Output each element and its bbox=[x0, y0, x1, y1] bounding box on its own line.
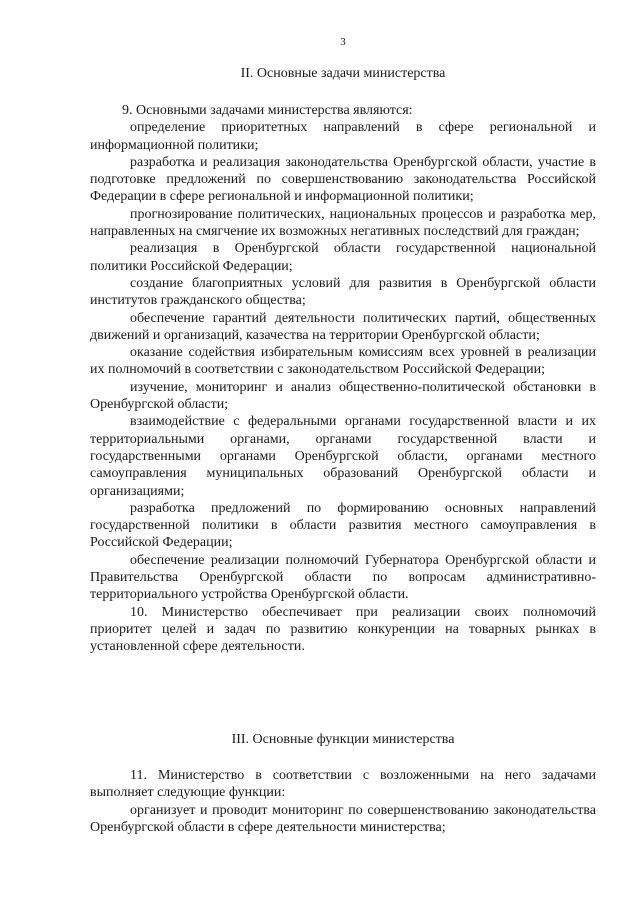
paragraph: прогнозирование политических, национальных процессов и разработка мер, направленных на смягчение их возможных негативных последствий для граждан; bbox=[90, 206, 596, 240]
paragraph: обеспечение гарантий деятельности политических партий, общественных движений и организаций, казачества на территории Оренбургской области; bbox=[90, 310, 596, 343]
paragraph: оказание содействия избирательным комиссиям всех уровней в реализации их полномочий в соответствии с законодательством Российской Федерации; bbox=[90, 345, 596, 378]
paragraph: организует и проводит мониторинг по совершенствованию законодательства Оренбургской области в сфере деятельности министерства; bbox=[90, 802, 596, 835]
paragraph: обеспечение реализации полномочий Губернатора Оренбургской области и Правительства Оренбургской области по вопросам административно-территориального устройства Оренбургской области. bbox=[90, 552, 596, 603]
section-2-body bbox=[90, 102, 596, 656]
section-3-body bbox=[90, 767, 596, 836]
paragraph: разработка предложений по формированию основных направлений государственной политики в области развития местного самоуправления в Российской Федерации; bbox=[90, 500, 596, 551]
paragraph: изучение, мониторинг и анализ общественно-политической обстановки в Оренбургской области; bbox=[90, 379, 596, 413]
paragraph: разработка и реализация законодательства Оренбургской области, участие в подготовке предложений по совершенствованию законодательства Российской Федерации в сфере региональной и информационной политики; bbox=[90, 154, 596, 205]
page-number: 3 bbox=[340, 36, 346, 48]
paragraph: взаимодействие с федеральными органами государственной власти и их территориальными органами, органами государственной власти и государственными органами Оренбургской области, органами местного самоуправления муниципальных образований Оренбургской области и организациями; bbox=[90, 414, 596, 499]
paragraph: реализация в Оренбургской области государственной национальной политики Российской Федерации; bbox=[90, 241, 596, 274]
paragraph: 9. Основными задачами министерства являются: bbox=[122, 103, 413, 118]
paragraph: определение приоритетных направлений в сфере региональной и информационной политики; bbox=[90, 120, 596, 153]
paragraph: 11. Министерство в соответствии с возложенными на него задачами выполняет следующие функции: bbox=[90, 768, 596, 801]
paragraph: 10. Министерство обеспечивает при реализации своих полномочий приоритет целей и задач по развитию конкуренции на товарных рынках в установленной сфере деятельности. bbox=[90, 604, 596, 655]
paragraph: создание благоприятных условий для развития в Оренбургской области институтов гражданского общества; bbox=[90, 275, 596, 309]
section-2-heading: II. Основные задачи министерства bbox=[240, 66, 446, 81]
section-3-heading: III. Основные функции министерства bbox=[231, 732, 455, 747]
